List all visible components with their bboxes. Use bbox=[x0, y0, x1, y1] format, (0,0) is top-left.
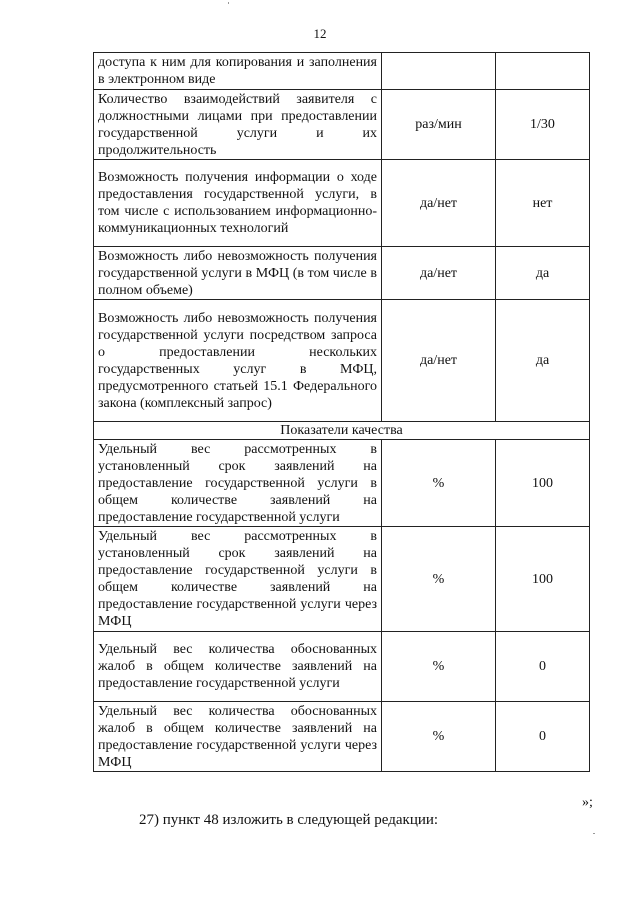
indicator-unit: раз/мин bbox=[382, 90, 496, 160]
indicator-unit: да/нет bbox=[382, 300, 496, 422]
indicator-name: Удельный вес количества обоснованных жалоб в общем количестве заявлений на предоставление государственной услуги через МФЦ bbox=[94, 702, 382, 772]
paragraph-text: 27) пункт 48 изложить в следующей редакции: bbox=[139, 812, 439, 828]
section-row bbox=[94, 422, 590, 440]
indicator-unit: да/нет bbox=[382, 160, 496, 247]
indicator-unit bbox=[382, 53, 496, 90]
closing-quote: »; bbox=[582, 795, 593, 810]
indicator-value: 1/30 bbox=[496, 90, 590, 160]
table-row bbox=[94, 90, 590, 160]
table-row bbox=[94, 247, 590, 300]
indicator-name: Удельный вес количества обоснованных жалоб в общем количестве заявлений на предоставление государственной услуги bbox=[94, 632, 382, 702]
indicator-value: 0 bbox=[496, 702, 590, 772]
indicators-table bbox=[93, 52, 590, 772]
indicator-name: Возможность либо невозможность получения государственной услуги в МФЦ (в том числе в полном объеме) bbox=[94, 247, 382, 300]
indicator-unit: % bbox=[382, 440, 496, 527]
indicator-name: доступа к ним для копирования и заполнения в электронном виде bbox=[94, 53, 382, 90]
indicator-value: 0 bbox=[496, 632, 590, 702]
indicator-value: 100 bbox=[496, 440, 590, 527]
indicator-name: Возможность получения информации о ходе предоставления государственной услуги, в том числе с использованием информационно-коммуникационных технологий bbox=[94, 160, 382, 247]
indicator-unit: % bbox=[382, 632, 496, 702]
indicator-value bbox=[496, 53, 590, 90]
table-row bbox=[94, 53, 590, 90]
indicator-unit: % bbox=[382, 702, 496, 772]
indicator-name: Возможность либо невозможность получения государственной услуги посредством запроса о предоставлении нескольких государственных услуг в МФЦ, предусмотренного статьей 15.1 Федерального закона (комплексный запрос) bbox=[94, 300, 382, 422]
table-row bbox=[94, 702, 590, 772]
table-row bbox=[94, 527, 590, 632]
table-row bbox=[94, 300, 590, 422]
scan-speck bbox=[593, 833, 595, 834]
indicator-unit: % bbox=[382, 527, 496, 632]
section-title: Показатели качества bbox=[94, 422, 590, 440]
indicator-value: да bbox=[496, 247, 590, 300]
indicator-unit: да/нет bbox=[382, 247, 496, 300]
page-number: 12 bbox=[313, 26, 327, 41]
indicator-name: Количество взаимодействий заявителя с должностными лицами при предоставлении государственной услуги и их продолжительность bbox=[94, 90, 382, 160]
table-row bbox=[94, 440, 590, 527]
indicator-value: нет bbox=[496, 160, 590, 247]
indicator-name: Удельный вес рассмотренных в установленный срок заявлений на предоставление государственной услуги в общем количестве заявлений на предоставление государственной услуги bbox=[94, 440, 382, 527]
table-row bbox=[94, 160, 590, 247]
scan-speck bbox=[228, 2, 229, 4]
indicator-value: 100 bbox=[496, 527, 590, 632]
indicator-name: Удельный вес рассмотренных в установленный срок заявлений на предоставление государственной услуги в общем количестве заявлений на предоставление государственной услуги через МФЦ bbox=[94, 527, 382, 632]
table-row bbox=[94, 632, 590, 702]
indicator-value: да bbox=[496, 300, 590, 422]
